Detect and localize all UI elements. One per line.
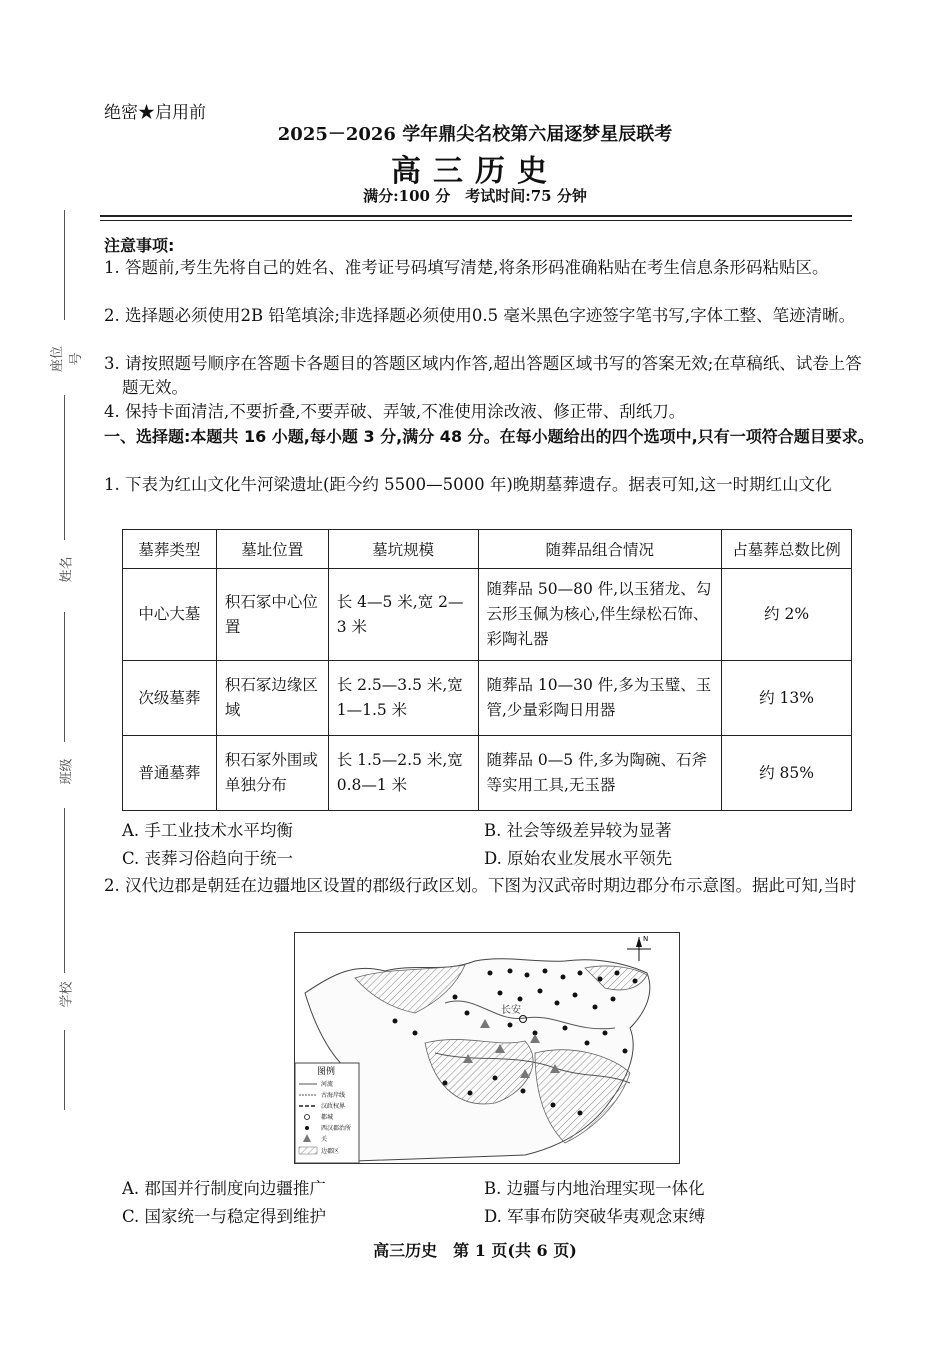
table-header-cell: 随葬品组合情况 (478, 530, 722, 569)
table-header-row (123, 530, 852, 569)
north-arrow-icon (627, 935, 651, 961)
option-c: C. 国家统一与稳定得到维护 (122, 1207, 327, 1226)
table-cell: 普通墓葬 (123, 736, 217, 811)
table-cell: 积石冢中心位置 (216, 569, 328, 661)
note-item: 2. 选择题必须使用2B 铅笔填涂;非选择题必须使用0.5 毫米黑色字迹签字笔书写,字体工整、笔迹清晰。 (104, 306, 856, 325)
north-label: N (643, 935, 649, 943)
legend-item: 河流 (321, 1081, 334, 1088)
table-cell: 约 13% (722, 661, 852, 736)
legend-item: 边郡区 (321, 1148, 340, 1155)
question-1-stem: 1. 下表为红山文化牛河梁遗址(距今约 5500—5000 年)晚期墓葬遗存。据表可知,这一时期红山文化 (104, 475, 832, 494)
legend-item: 古海岸线 (321, 1092, 346, 1099)
table-cell: 随葬品 0—5 件,多为陶碗、石斧等实用工具,无玉器 (478, 736, 722, 811)
map-legend (295, 1063, 359, 1163)
table-cell: 中心大墓 (123, 569, 217, 661)
table-row (123, 661, 852, 736)
binding-line (64, 1030, 65, 1110)
option-d: D. 原始农业发展水平领先 (484, 849, 673, 868)
table-cell: 积石冢边缘区域 (216, 661, 328, 736)
table-cell: 次级墓葬 (123, 661, 217, 736)
tomb-table (122, 529, 852, 811)
option-b: B. 边疆与内地治理实现一体化 (484, 1179, 705, 1198)
table-header-cell: 墓葬类型 (123, 530, 217, 569)
table-cell: 长 2.5—3.5 米,宽 1—1.5 米 (328, 661, 478, 736)
section-heading: 一、选择题:本题共 16 小题,每小题 3 分,满分 48 分。在每小题给出的四个选项中,只有一项符合题目要求。 (104, 427, 874, 446)
table-cell: 随葬品 10—30 件,多为玉璧、玉管,少量彩陶日用器 (478, 661, 722, 736)
score-time-line: 满分:100 分 考试时间:75 分钟 (363, 187, 587, 205)
name-label: 姓名 (59, 556, 75, 583)
legend-item: 关 (321, 1136, 328, 1143)
table-row (123, 736, 852, 811)
table-cell: 积石冢外围或单独分布 (216, 736, 328, 811)
question-2-stem: 2. 汉代边郡是朝廷在边疆地区设置的郡级行政区划。下图为汉武帝时期边郡分布示意图。据此可知,当时 (104, 876, 857, 895)
option-d: D. 军事布防突破华夷观念束缚 (484, 1207, 706, 1226)
notes-heading: 注意事项: (104, 236, 175, 255)
binding-line (64, 612, 65, 742)
note-item: 4. 保持卡面清洁,不要折叠,不要弄破、弄皱,不准使用涂改液、修正带、刮纸刀。 (104, 402, 686, 421)
confidential-label: 绝密★启用前 (104, 103, 206, 123)
school-label: 学校 (59, 981, 75, 1008)
class-label: 班级 (59, 758, 75, 785)
table-header-cell: 墓址位置 (216, 530, 328, 569)
binding-line (64, 808, 65, 973)
note-item: 3. 请按照题号顺序在答题卡各题目的答题区域内作答,超出答题区域书写的答案无效;在草稿纸、试卷上答题无效。 (104, 354, 862, 397)
page-footer: 高三历史 第 1 页(共 6 页) (373, 1241, 577, 1260)
legend-item: 都城 (321, 1114, 334, 1121)
table-header-cell: 占墓葬总数比例 (722, 530, 852, 569)
binding-line (64, 395, 65, 540)
option-c: C. 丧葬习俗趋向于统一 (122, 849, 294, 868)
legend-item: 汉政权界 (321, 1103, 346, 1110)
table-header-cell: 墓坑规模 (328, 530, 478, 569)
exam-title: 2025－2026 学年鼎尖名校第六届逐梦星辰联考 (277, 124, 673, 145)
header-rule-thin (100, 220, 852, 221)
table-cell: 约 2% (722, 569, 852, 661)
seat-number-label: 座位号 (50, 346, 84, 373)
option-b: B. 社会等级差异较为显著 (484, 821, 672, 840)
option-a: A. 郡国并行制度向边疆推广 (122, 1179, 326, 1198)
legend-title: 图例 (317, 1067, 336, 1077)
han-border-commanderies-map (294, 932, 680, 1164)
option-a: A. 手工业技术水平均衡 (122, 821, 293, 840)
table-cell: 随葬品 50—80 件,以玉猪龙、勾云形玉佩为核心,伴生绿松石饰、彩陶礼器 (478, 569, 722, 661)
subject-title: 高三历史 (391, 154, 559, 189)
note-item: 1. 答题前,考生先将自己的姓名、准考证号码填写清楚,将条形码准确粘贴在考生信息条形码粘贴区。 (104, 258, 829, 277)
header-rule (100, 215, 852, 217)
map-graphic (295, 933, 679, 1163)
legend-item: 西汉郡治所 (321, 1125, 352, 1132)
binding-line (64, 210, 65, 320)
capital-label: 长安 (501, 1005, 521, 1016)
table-row (123, 569, 852, 661)
table-cell: 约 85% (722, 736, 852, 811)
table-cell: 长 1.5—2.5 米,宽 0.8—1 米 (328, 736, 478, 811)
table-cell: 长 4—5 米,宽 2—3 米 (328, 569, 478, 661)
